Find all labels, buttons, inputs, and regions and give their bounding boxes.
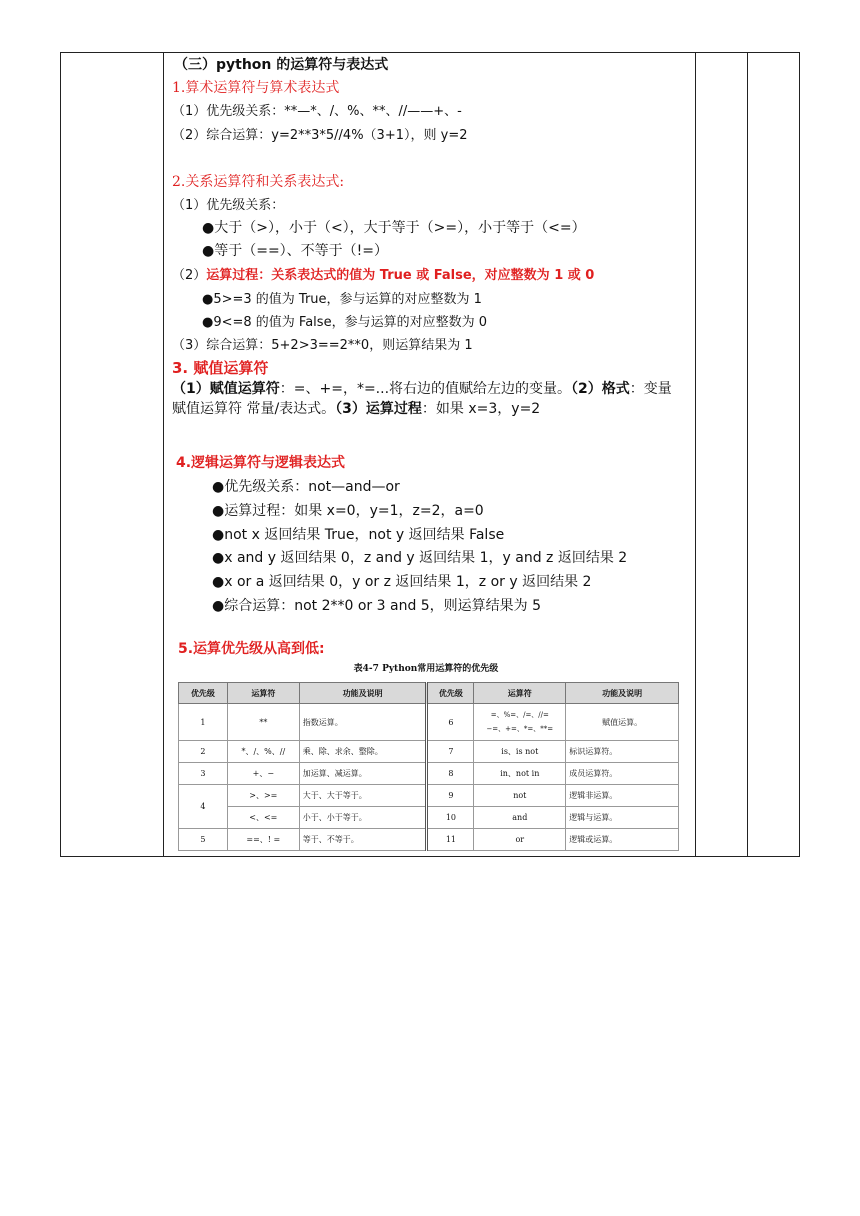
assign-part-c: ：=、+=，*=...将右边的值赋给左边的变量。 <box>279 381 572 397</box>
description: 指数运算。 <box>299 704 427 741</box>
header-cell: 运算符 <box>474 683 566 704</box>
operator: ** <box>227 704 299 741</box>
arith-heading: 1.算术运算符与算术表达式 <box>172 80 340 96</box>
logical-bullet-2: ●运算过程：如果 x=0，y=1，z=2，a=0 <box>212 503 484 519</box>
header-cell: 优先级 <box>179 683 228 704</box>
table-row <box>179 741 679 763</box>
priority-level: 1 <box>179 704 228 741</box>
operator: *、/、%、// <box>227 741 299 763</box>
operator: not <box>474 785 566 807</box>
arith-line-1: （1）优先级关系：**—*、/、%、**、//——+、- <box>172 104 462 119</box>
relational-bullet-1: ●大于（>），小于（<），大于等于（>=），小于等于（<=） <box>202 220 586 236</box>
assign-part-b: 赋值运算符 <box>209 381 280 397</box>
header-cell: 运算符 <box>227 683 299 704</box>
operator: is、is not <box>474 741 566 763</box>
table-row <box>179 704 679 741</box>
description: 逻辑或运算。 <box>566 829 679 851</box>
assign-part-e: 格式 <box>601 381 630 397</box>
operator: >、>= <box>227 785 299 807</box>
arith-line-2: （2）综合运算：y=2**3*5//4%（3+1），则 y=2 <box>172 128 468 143</box>
priority-table <box>178 682 679 851</box>
priority-level: 6 <box>427 704 474 741</box>
operator: =、%=、/=、//= −=、+=、*=、**= <box>474 704 566 741</box>
description: 标识运算符。 <box>566 741 679 763</box>
assign-part-f: ：变量 赋值运算符 常量/表达式。 <box>172 381 672 417</box>
section-title: （三）python 的运算符与表达式 <box>174 57 389 73</box>
column-divider <box>747 53 748 856</box>
description: 大于、大于等于。 <box>299 785 427 807</box>
priority-level: 11 <box>427 829 474 851</box>
column-divider <box>695 53 696 856</box>
table-row <box>179 829 679 851</box>
description: 乘、除、求余、整除。 <box>299 741 427 763</box>
priority-heading: 5.运算优先级从高到低: <box>178 641 325 657</box>
header-cell: 优先级 <box>427 683 474 704</box>
table-row <box>179 785 679 807</box>
priority-level: 3 <box>179 763 228 785</box>
description: 等于、不等于。 <box>299 829 427 851</box>
table-row <box>179 763 679 785</box>
priority-level: 7 <box>427 741 474 763</box>
logical-bullet-6: ●综合运算：not 2**0 or 3 and 5，则运算结果为 5 <box>212 598 542 614</box>
relational-bullet-2: ●等于（==）、不等于（!=） <box>202 243 389 259</box>
description: 成员运算符。 <box>566 763 679 785</box>
table-row <box>179 807 679 829</box>
relational-bullet-3: ●5>=3 的值为 True，参与运算的对应整数为 1 <box>202 292 482 307</box>
logical-bullet-1: ●优先级关系：not—and—or <box>212 479 400 495</box>
relational-line-3: （3）综合运算：5+2>3==2**0，则运算结果为 1 <box>172 338 473 353</box>
relational-line-2-prefix: （2） <box>172 268 207 283</box>
assign-part-i: ：如果 x=3，y=2 <box>421 401 541 417</box>
logical-bullet-5: ●x or a 返回结果 0，y or z 返回结果 1，z or y 返回结果 2 <box>212 574 592 590</box>
header-cell: 功能及说明 <box>566 683 679 704</box>
priority-level: 4 <box>179 785 228 829</box>
description: 逻辑非运算。 <box>566 785 679 807</box>
logical-heading: 4.逻辑运算符与逻辑表达式 <box>176 455 346 471</box>
relational-heading: 2.关系运算符和关系表达式: <box>172 174 345 190</box>
description: 赋值运算。 <box>566 704 679 741</box>
operator: or <box>474 829 566 851</box>
operator: in、not in <box>474 763 566 785</box>
description: 小于、小于等于。 <box>299 807 427 829</box>
assign-part-a: （1） <box>172 381 210 397</box>
description: 加运算、减运算。 <box>299 763 427 785</box>
assign-heading: 3. 赋值运算符 <box>172 359 269 377</box>
operator: +、− <box>227 763 299 785</box>
operator: ==、! = <box>227 829 299 851</box>
assign-part-g: （3） <box>335 401 366 417</box>
description: 逻辑与运算。 <box>566 807 679 829</box>
column-divider <box>163 53 164 856</box>
header-cell: 功能及说明 <box>299 683 427 704</box>
assign-part-d: （2） <box>571 381 602 397</box>
table-header-row <box>179 683 679 704</box>
operator: <、<= <box>227 807 299 829</box>
priority-level: 2 <box>179 741 228 763</box>
priority-level: 9 <box>427 785 474 807</box>
logical-bullet-3: ●not x 返回结果 True，not y 返回结果 False <box>212 527 505 543</box>
operator: and <box>474 807 566 829</box>
priority-level: 8 <box>427 763 474 785</box>
relational-bullet-4: ●9<=8 的值为 False，参与运算的对应整数为 0 <box>202 315 487 330</box>
priority-level: 5 <box>179 829 228 851</box>
relational-line-2 <box>172 264 594 283</box>
relational-line-1: （1）优先级关系： <box>172 198 285 213</box>
priority-level: 10 <box>427 807 474 829</box>
relational-line-2-red: 运算过程：关系表达式的值为 True 或 False，对应整数为 1 或 0 <box>206 268 595 283</box>
assign-paragraph <box>172 379 682 419</box>
logical-bullet-4: ●x and y 返回结果 0，z and y 返回结果 1，y and z 返回结果 2 <box>212 550 628 566</box>
table-caption: 表4-7 Python常用运算符的优先级 <box>353 664 499 674</box>
assign-part-h: 运算过程 <box>365 401 422 417</box>
